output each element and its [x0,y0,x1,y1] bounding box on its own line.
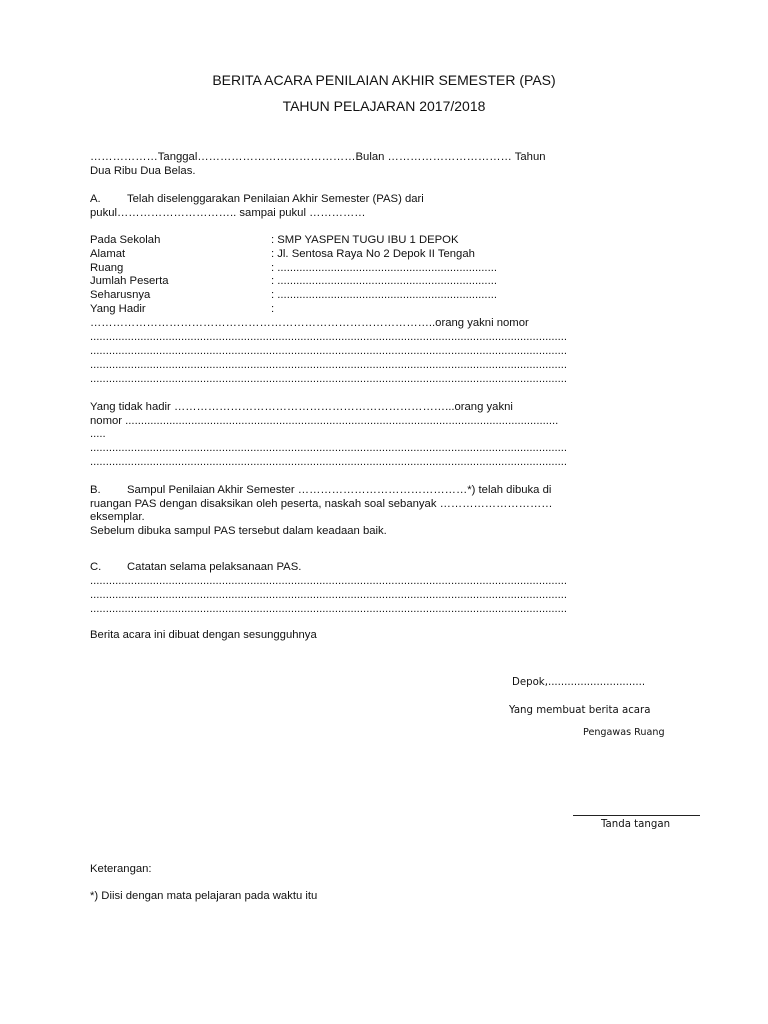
field-label-address: Alamat [90,248,126,260]
place-date: Depok,.............................. [512,677,646,688]
dotted-line: ........................................................................................................................................................ [90,345,568,357]
dotted-line: ........................................................................................................................................................ [90,589,568,601]
section-a-text: Telah diselenggarakan Penilaian Akhir Semester (PAS) dari [127,193,424,205]
section-a-marker: A. [90,193,101,205]
signature-maker: Yang membuat berita acara [509,705,651,716]
field-value-school: : SMP YASPEN TUGU IBU 1 DEPOK [271,234,459,246]
dotted-line: ........................................................................................................................................................ [90,575,568,587]
field-value-expected: : ...................................................................... [271,289,497,301]
field-label-participants: Jumlah Peserta [90,275,169,287]
section-b-text-line4: Sebelum dibuka sampul PAS tersebut dalam keadaan baik. [90,525,387,537]
signature-role: Pengawas Ruang [583,727,665,738]
absent-count-line: Yang tidak hadir ………………………………………………………………...orang yakni [90,401,513,413]
field-value-room: : ...................................................................... [271,262,497,274]
dotted-line: ........................................................................................................................................................ [90,603,568,615]
field-value-address: : Jl. Sentosa Raya No 2 Depok II Tengah [271,248,475,260]
dotted-line: ........................................................................................................................................................ [90,373,568,385]
signature-line [573,815,700,816]
field-label-school: Pada Sekolah [90,234,161,246]
dotted-line: ........................................................................................................................................................ [90,442,568,454]
date-line: ………………Tanggal……………………………………Bulan …………………………… Tahun [90,151,546,163]
signature-label: Tanda tangan [601,819,671,830]
date-line-continued: Dua Ribu Dua Belas. [90,165,196,177]
notes-text: *) Diisi dengan mata pelajaran pada waktu itu [90,890,318,902]
field-value-participants: : ...................................................................... [271,275,497,287]
present-count-line: ………………………………………………………………………………..orang yakni nomor [90,317,529,329]
dotted-line: ........................................................................................................................................................ [90,456,568,468]
section-c-marker: C. [90,561,102,573]
notes-label: Keterangan: [90,863,152,875]
document-title: BERITA ACARA PENILAIAN AKHIR SEMESTER (PAS) [212,72,556,88]
field-value-present: : [271,303,275,315]
field-label-room: Ruang [90,262,124,274]
closing-statement: Berita acara ini dibuat dengan sesungguhnya [90,629,317,641]
absent-numbers-line: nomor .......................................................................................................................................... [90,415,559,427]
section-b-text: Sampul Penilaian Akhir Semester ………………………………………*) telah dibuka di [127,484,552,496]
section-c-text: Catatan selama pelaksanaan PAS. [127,561,302,573]
field-label-present: Yang Hadir [90,303,146,315]
absent-numbers-continued: ..... [90,428,106,440]
document-subtitle: TAHUN PELAJARAN 2017/2018 [282,98,486,114]
field-label-expected: Seharusnya [90,289,151,301]
section-b-text-line2: ruangan PAS dengan disaksikan oleh peserta, naskah soal sebanyak ………………………… [90,498,553,510]
section-b-marker: B. [90,484,101,496]
dotted-line: ........................................................................................................................................................ [90,331,568,343]
section-a-time-line: pukul………………………….. sampai pukul …………… [90,207,366,219]
section-b-text-line3: eksemplar. [90,511,145,523]
dotted-line: ........................................................................................................................................................ [90,359,568,371]
